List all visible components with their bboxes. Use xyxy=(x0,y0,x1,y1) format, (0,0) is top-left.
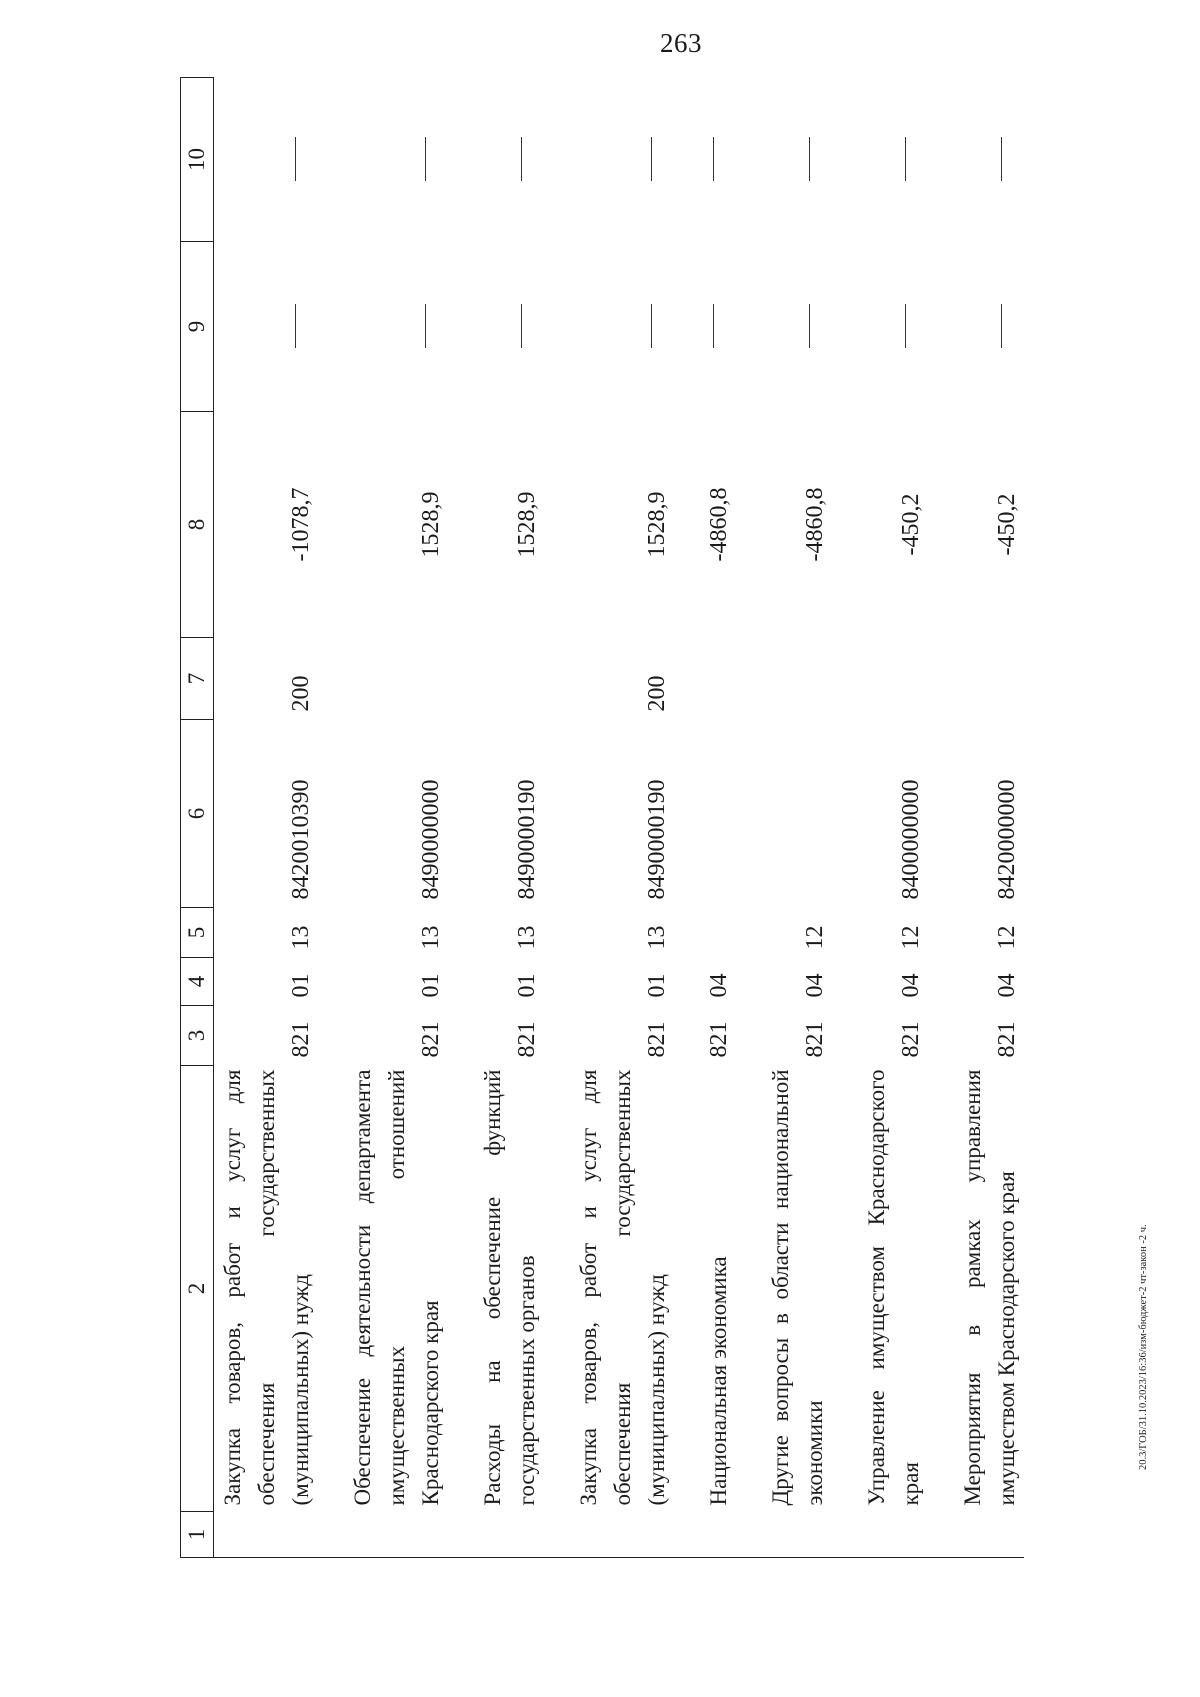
row-spacer xyxy=(674,78,702,1558)
cell-col-7 xyxy=(764,638,832,720)
dash-cell xyxy=(764,78,832,242)
cell-col-4: 04 xyxy=(994,973,1020,998)
cell-col-8: 1528,9 xyxy=(644,491,670,558)
column-header-4: 4 xyxy=(181,958,214,1006)
cell-col-8: -4860,8 xyxy=(802,487,828,562)
row-spacer xyxy=(928,78,956,1558)
table-row xyxy=(860,78,928,1558)
dash-mark xyxy=(425,305,426,349)
cell-col-5: 12 xyxy=(802,925,828,950)
cell-col-4: 01 xyxy=(514,973,540,998)
dash-mark xyxy=(295,138,296,182)
dash-cell xyxy=(764,242,832,412)
cell-col-3: 821 xyxy=(418,1021,444,1058)
cell-col-1 xyxy=(214,1512,319,1558)
cell-col-3: 821 xyxy=(994,1021,1020,1058)
column-header-8: 8 xyxy=(181,412,214,638)
dash-mark xyxy=(1001,305,1002,349)
row-spacer xyxy=(736,78,764,1558)
cell-col-3: 821 xyxy=(898,1021,924,1058)
table-row xyxy=(214,78,319,1558)
cell-col-5: 12 xyxy=(994,925,1020,950)
dash-cell xyxy=(346,78,448,242)
table-row xyxy=(764,78,832,1558)
row-name-cell: Мероприятия в рамках управления имуществом Краснодарского края xyxy=(960,1069,1019,1506)
spacer-cell xyxy=(544,78,572,1558)
cell-col-5: 13 xyxy=(288,925,314,950)
spacer-cell xyxy=(928,78,956,1558)
table-row xyxy=(346,78,448,1558)
cell-col-8: -1078,7 xyxy=(288,487,314,562)
spacer-cell xyxy=(674,78,702,1558)
column-header-7: 7 xyxy=(181,638,214,720)
cell-col-8: 1528,9 xyxy=(514,491,540,558)
dash-cell xyxy=(572,78,674,242)
cell-col-3: 821 xyxy=(644,1021,670,1058)
cell-col-6: 8420000000 xyxy=(994,779,1020,900)
cell-col-3: 821 xyxy=(288,1021,314,1058)
cell-col-4: 01 xyxy=(288,973,314,998)
cell-col-1 xyxy=(572,1512,674,1558)
table-header xyxy=(181,78,214,1558)
cell-col-3: 821 xyxy=(514,1021,540,1058)
cell-col-7 xyxy=(476,638,544,720)
column-header-5: 5 xyxy=(181,908,214,958)
cell-col-1 xyxy=(702,1512,736,1558)
dash-mark xyxy=(905,305,906,349)
spacer-cell xyxy=(318,78,346,1558)
row-name-cell: Закупка товаров, работ и услуг для обеспечения государственных (муниципальных) нужд xyxy=(576,1069,669,1506)
column-header-9: 9 xyxy=(181,242,214,412)
spacer-cell xyxy=(736,78,764,1558)
spacer-cell xyxy=(448,78,476,1558)
cell-col-1 xyxy=(476,1512,544,1558)
dash-cell xyxy=(702,242,736,412)
dash-mark xyxy=(713,138,714,182)
dash-cell xyxy=(956,78,1024,242)
column-header-2: 2 xyxy=(181,1066,214,1512)
cell-col-3: 821 xyxy=(802,1021,828,1058)
cell-col-7 xyxy=(956,638,1024,720)
row-spacer xyxy=(544,78,572,1558)
dash-cell xyxy=(476,78,544,242)
column-header-1: 1 xyxy=(181,1512,214,1558)
dash-mark xyxy=(521,305,522,349)
dash-cell xyxy=(860,78,928,242)
column-header-3: 3 xyxy=(181,1006,214,1066)
dash-mark xyxy=(1001,138,1002,182)
cell-col-5: 13 xyxy=(644,925,670,950)
cell-col-4: 04 xyxy=(898,973,924,998)
cell-col-7 xyxy=(346,638,448,720)
budget-table xyxy=(180,77,1024,1558)
cell-col-3: 821 xyxy=(706,1021,732,1058)
dash-cell xyxy=(702,78,736,242)
dash-mark xyxy=(425,138,426,182)
dash-mark xyxy=(521,138,522,182)
dash-mark xyxy=(905,138,906,182)
row-name-cell: Расходы на обеспечение функций государственных органов xyxy=(480,1069,539,1506)
cell-col-4: 01 xyxy=(418,973,444,998)
table-row xyxy=(956,78,1024,1558)
cell-col-5: 13 xyxy=(418,925,444,950)
row-name-cell: Закупка товаров, работ и услуг для обеспечения государственных (муниципальных) нужд xyxy=(220,1069,313,1506)
cell-col-5 xyxy=(702,908,736,958)
column-header-10: 10 xyxy=(181,78,214,242)
cell-col-8: -450,2 xyxy=(898,493,924,556)
cell-col-1 xyxy=(860,1512,928,1558)
cell-col-7 xyxy=(860,638,928,720)
row-spacer xyxy=(318,78,346,1558)
footer-code: 20.3/ГОБ/31.10.2023/16:36/изм-бюджет-2 чт-закон -2 ч. xyxy=(1138,1224,1149,1470)
cell-col-7 xyxy=(702,638,736,720)
row-name-cell: Управление имуществом Краснодарского края xyxy=(864,1069,923,1506)
cell-col-6: 8490000000 xyxy=(418,779,444,900)
cell-col-1 xyxy=(956,1512,1024,1558)
dash-mark xyxy=(809,138,810,182)
cell-col-7: 200 xyxy=(644,675,670,712)
row-name-cell: Национальная экономика xyxy=(706,1256,731,1506)
page-number: 263 xyxy=(660,28,702,58)
cell-col-6 xyxy=(764,720,832,908)
cell-col-8: -450,2 xyxy=(994,493,1020,556)
cell-col-8: 1528,9 xyxy=(418,491,444,558)
row-name-cell: Другие вопросы в области национальной экономики xyxy=(768,1069,827,1506)
row-spacer xyxy=(832,78,860,1558)
dash-cell xyxy=(214,78,319,242)
table-row xyxy=(572,78,674,1558)
column-header-6: 6 xyxy=(181,720,214,908)
dash-mark xyxy=(809,305,810,349)
table-row xyxy=(476,78,544,1558)
dash-mark xyxy=(713,305,714,349)
cell-col-4: 04 xyxy=(706,973,732,998)
cell-col-4: 01 xyxy=(644,973,670,998)
dash-mark xyxy=(651,305,652,349)
dash-mark xyxy=(651,138,652,182)
dash-mark xyxy=(295,305,296,349)
cell-col-8: -4860,8 xyxy=(706,487,732,562)
dash-cell xyxy=(956,242,1024,412)
cell-col-1 xyxy=(346,1512,448,1558)
cell-col-6 xyxy=(702,720,736,908)
row-name-cell: Обеспечение деятельности департамента имущественных отношений Краснодарского края xyxy=(350,1069,443,1506)
dash-cell xyxy=(476,242,544,412)
cell-col-6: 8420010390 xyxy=(288,779,314,900)
rotated-table-frame xyxy=(180,78,1110,1558)
dash-cell xyxy=(214,242,319,412)
table-body xyxy=(214,78,1025,1558)
cell-col-1 xyxy=(764,1512,832,1558)
cell-col-6: 8490000190 xyxy=(644,779,670,900)
cell-col-6: 8400000000 xyxy=(898,779,924,900)
dash-cell xyxy=(346,242,448,412)
dash-cell xyxy=(860,242,928,412)
cell-col-5: 12 xyxy=(898,925,924,950)
cell-col-7: 200 xyxy=(288,675,314,712)
cell-col-4: 04 xyxy=(802,973,828,998)
table-row xyxy=(702,78,736,1558)
spacer-cell xyxy=(832,78,860,1558)
row-spacer xyxy=(448,78,476,1558)
cell-col-6: 8490000190 xyxy=(514,779,540,900)
dash-cell xyxy=(572,242,674,412)
cell-col-5: 13 xyxy=(514,925,540,950)
